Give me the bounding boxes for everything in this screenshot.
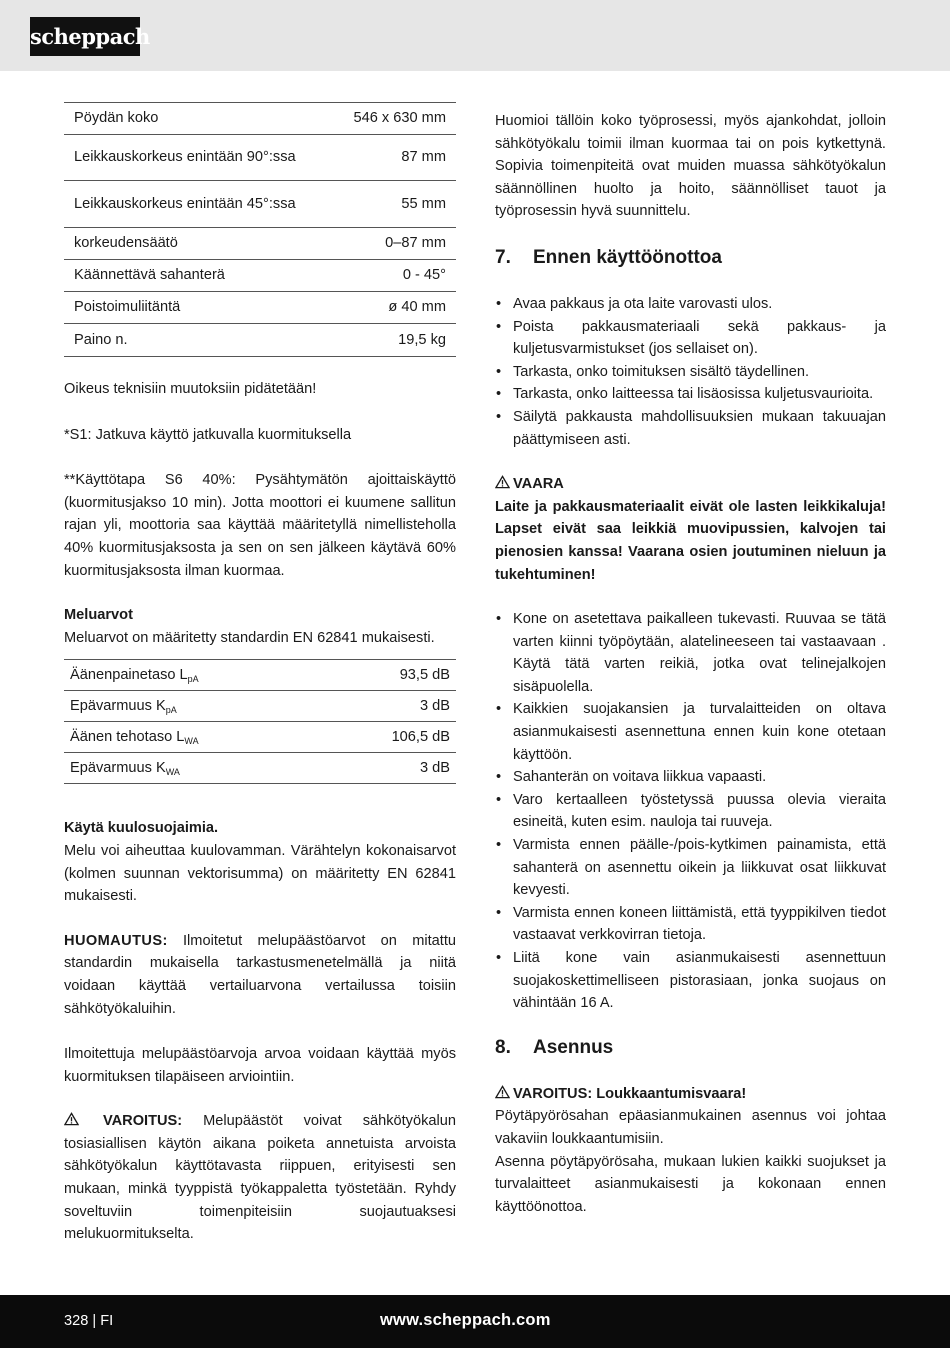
table-row <box>64 722 456 753</box>
injury-warning-heading <box>495 1083 886 1106</box>
noise-label: Äänenpainetaso $L_{pA}$ <box>64 660 325 691</box>
table-row <box>64 691 456 722</box>
list-item: • Avaa pakkaus ja ota laite varovasti ulos. <box>495 293 886 316</box>
section-number: 7. <box>495 246 511 268</box>
warning-triangle-icon <box>64 1112 79 1126</box>
setup-list <box>495 608 886 1015</box>
spec-value: ø 40 mm <box>334 292 456 324</box>
ear-protection-text: Melu voi aiheuttaa kuulovamman. Värähtelyn kokonaisarvot (kolmen suunnan vektorisumma) on määritetty EN 62841 mukaisesti. <box>64 842 456 905</box>
list-item: • Varmista ennen päälle-/pois-kytkimen painamista, että sahanterä on asennettu oikein ja liikkuvat osat liikkuvat kevyesti. <box>495 834 886 902</box>
section-title: Asennus <box>533 1036 614 1058</box>
note-text: Ilmoitetut melupäästöarvot on mitattu standardin mukaisella tarkastusmenetelmällä ja niitä voidaan käyttää vertailuarvona vertailussa toisiin sähkötyökaluihin. <box>64 932 456 1017</box>
table-row <box>64 660 456 691</box>
list-item: • Tarkasta, onko toimituksen sisältö täydellinen. <box>495 361 886 384</box>
spec-value: 55 mm <box>334 181 456 228</box>
unpacking-list <box>495 293 886 451</box>
section-8-heading <box>495 1035 886 1061</box>
noise-label: Äänen tehotaso $L_{WA}$ <box>64 722 325 753</box>
spec-value: 0 - 45° <box>334 260 456 292</box>
list-item: • Varmista ennen koneen liittämistä, että tyyppikilven tiedot vastaavat verkkovirran tietoja. <box>495 902 886 947</box>
spec-label: Pöydän koko <box>64 103 334 135</box>
noise-label: Epävarmuus $K_{pA}$ <box>64 691 325 722</box>
spec-label: Leikkauskorkeus enintään 45°:ssa <box>64 181 334 228</box>
list-item: • Tarkasta, onko laitteessa tai lisäosissa kuljetusvaurioita. <box>495 383 886 406</box>
table-row <box>64 753 456 784</box>
ear-protection-heading: Käytä kuulosuojaimia. <box>64 820 219 837</box>
noise-heading: Meluarvot <box>64 607 133 624</box>
spec-label: korkeudensäätö <box>64 228 334 260</box>
table-row <box>64 103 456 135</box>
section-number: 8. <box>495 1036 511 1058</box>
injury-warning-label: VAROITUS: Loukkaantumisvaara! <box>513 1085 747 1102</box>
estimate-text: Ilmoitettuja melupäästöarvoja arvoa voidaan käyttää myös kuormituksen tilapäiseen arviointiin. <box>64 1046 456 1085</box>
list-item: • Liitä kone vain asianmukaisesti asennettuun suojakoskettimelliseen pistorasiaan, jonka suojaus on vähintään 16 A. <box>495 947 886 1015</box>
page-number: 328 | FI <box>64 1313 114 1329</box>
spec-label: Paino n. <box>64 324 334 357</box>
table-row <box>64 292 456 324</box>
list-item: • Säilytä pakkausta mahdollisuuksien mukaan takuuajan päättymiseen asti. <box>495 406 886 451</box>
warning-triangle-icon <box>495 1085 510 1099</box>
spec-value: 0–87 mm <box>334 228 456 260</box>
spec-value: 546 x 630 mm <box>334 103 456 135</box>
list-item: • Kone on asetettava paikalleen tukevasti. Ruuvaa se tätä varten kiinni työpöytään, alatelineeseen tai vastaavaan . Käytä tätä varten reikiä, jotka ovat telinejalkojen sisäpuolella. <box>495 608 886 698</box>
table-row <box>64 228 456 260</box>
table-row <box>64 324 456 357</box>
spec-value: 19,5 kg <box>334 324 456 357</box>
noise-value: 3 dB <box>325 691 456 722</box>
note-label: HUOMAUTUS: <box>64 932 168 949</box>
spec-label: Käännettävä sahanterä <box>64 260 334 292</box>
warning-label: VAROITUS: <box>102 1113 183 1130</box>
table-row <box>64 135 456 181</box>
list-item: • Poista pakkausmateriaali sekä pakkaus- ja kuljetusvarmistukset (jos sellaiset on). <box>495 316 886 361</box>
s1-note: *S1: Jatkuva käyttö jatkuvalla kuormituksella <box>64 426 352 443</box>
danger-heading <box>495 473 886 496</box>
noise-value: 93,5 dB <box>325 660 456 691</box>
s6-note: **Käyttötapa S6 40%: Pysähtymätön ajoittaiskäyttö (kuormitusjakso 10 min). Jotta moottori ei kuumene sallitun rajan yli, moottoria saa käyttää määritetyllä nimellisteholla 40% kuormitusjaksosta ja sen on sen jälkeen käytävä 60% kuormitusjaksosta ilman kuormaa. <box>64 472 456 579</box>
website-link[interactable]: www.scheppach.com <box>380 1311 551 1329</box>
table-row <box>64 260 456 292</box>
tech-note: Oikeus teknisiin muutoksiin pidätetään! <box>64 381 317 397</box>
spec-label: Leikkauskorkeus enintään 90°:ssa <box>64 135 334 181</box>
page-footer <box>0 1295 950 1348</box>
list-item: • Sahanterän on voitava liikkua vapaasti. <box>495 766 886 789</box>
right-column <box>495 110 886 1218</box>
warning-triangle-icon <box>495 475 510 489</box>
table-row <box>64 181 456 228</box>
noise-table <box>64 659 456 784</box>
scheppach-logo: scheppach <box>30 17 140 56</box>
spec-value: 87 mm <box>334 135 456 181</box>
noise-label: Epävarmuus $K_{WA}$ <box>64 753 325 784</box>
page-header <box>0 0 950 71</box>
list-item: • Varo kertaalleen työstetyssä puussa olevia vieraita esineitä, kuten esim. nauloja tai ruuveja. <box>495 789 886 834</box>
warning-paragraph <box>64 1110 456 1246</box>
list-item: • Kaikkien suojakansien ja turvalaitteiden on oltava asianmukaisesti asennettuna ennen kuin kone otetaan käyttöön. <box>495 698 886 766</box>
noise-text: Meluarvot on määritetty standardin EN 62841 mukaisesti. <box>64 629 435 646</box>
noise-value: 3 dB <box>325 753 456 784</box>
note-paragraph <box>64 930 456 1020</box>
spec-table <box>64 102 456 357</box>
spec-label: Poistoimuliitäntä <box>64 292 334 324</box>
danger-text: Laite ja pakkausmateriaalit eivät ole lasten leikkikaluja! Lapset eivät saa leikkiä muovipussien, kalvojen tai pienosien kanssa! Vaarana osien joutuminen nieluun ja tukehtuminen! <box>495 498 886 583</box>
installation-instruction: Asenna pöytäpyörösaha, mukaan lukien kaikki suojukset ja turvalaitteet asianmukaisesti ja kokonaan ennen käyttöönottoa. <box>495 1153 886 1215</box>
left-column <box>64 102 456 1246</box>
danger-label: VAARA <box>513 476 564 493</box>
section-title: Ennen käyttöönottoa <box>533 246 722 268</box>
warning-text: Melupäästöt voivat sähkötyökalun tosiasiallisen käytön aikana poiketa annetuista arvoista sähkötyökalun käyttötavasta riippuen, erityisesti sen mukaan, minkä tyyppistä työkappaletta työstetään. Ryhdy soveltuviin toimenpiteisiin suojautuaksesi melukuormitukselta. <box>64 1113 456 1243</box>
noise-value: 106,5 dB <box>325 722 456 753</box>
injury-warning-text: Pöytäpyörösahan epäasianmukainen asennus voi johtaa vakaviin loukkaantumisiin. <box>495 1108 886 1147</box>
intro-text: Huomioi tällöin koko työprosessi, myös ajankohdat, jolloin sähkötyökalu toimii ilman kuormaa tai on pois kytkettynä. Sopivia toimenpiteitä ovat muiden muassa sähkötyökalun säännöllinen huolto ja hoito, säännölliset tauot ja työprosessin hyvä suunnittelu. <box>495 113 886 220</box>
section-7-heading <box>495 245 886 271</box>
